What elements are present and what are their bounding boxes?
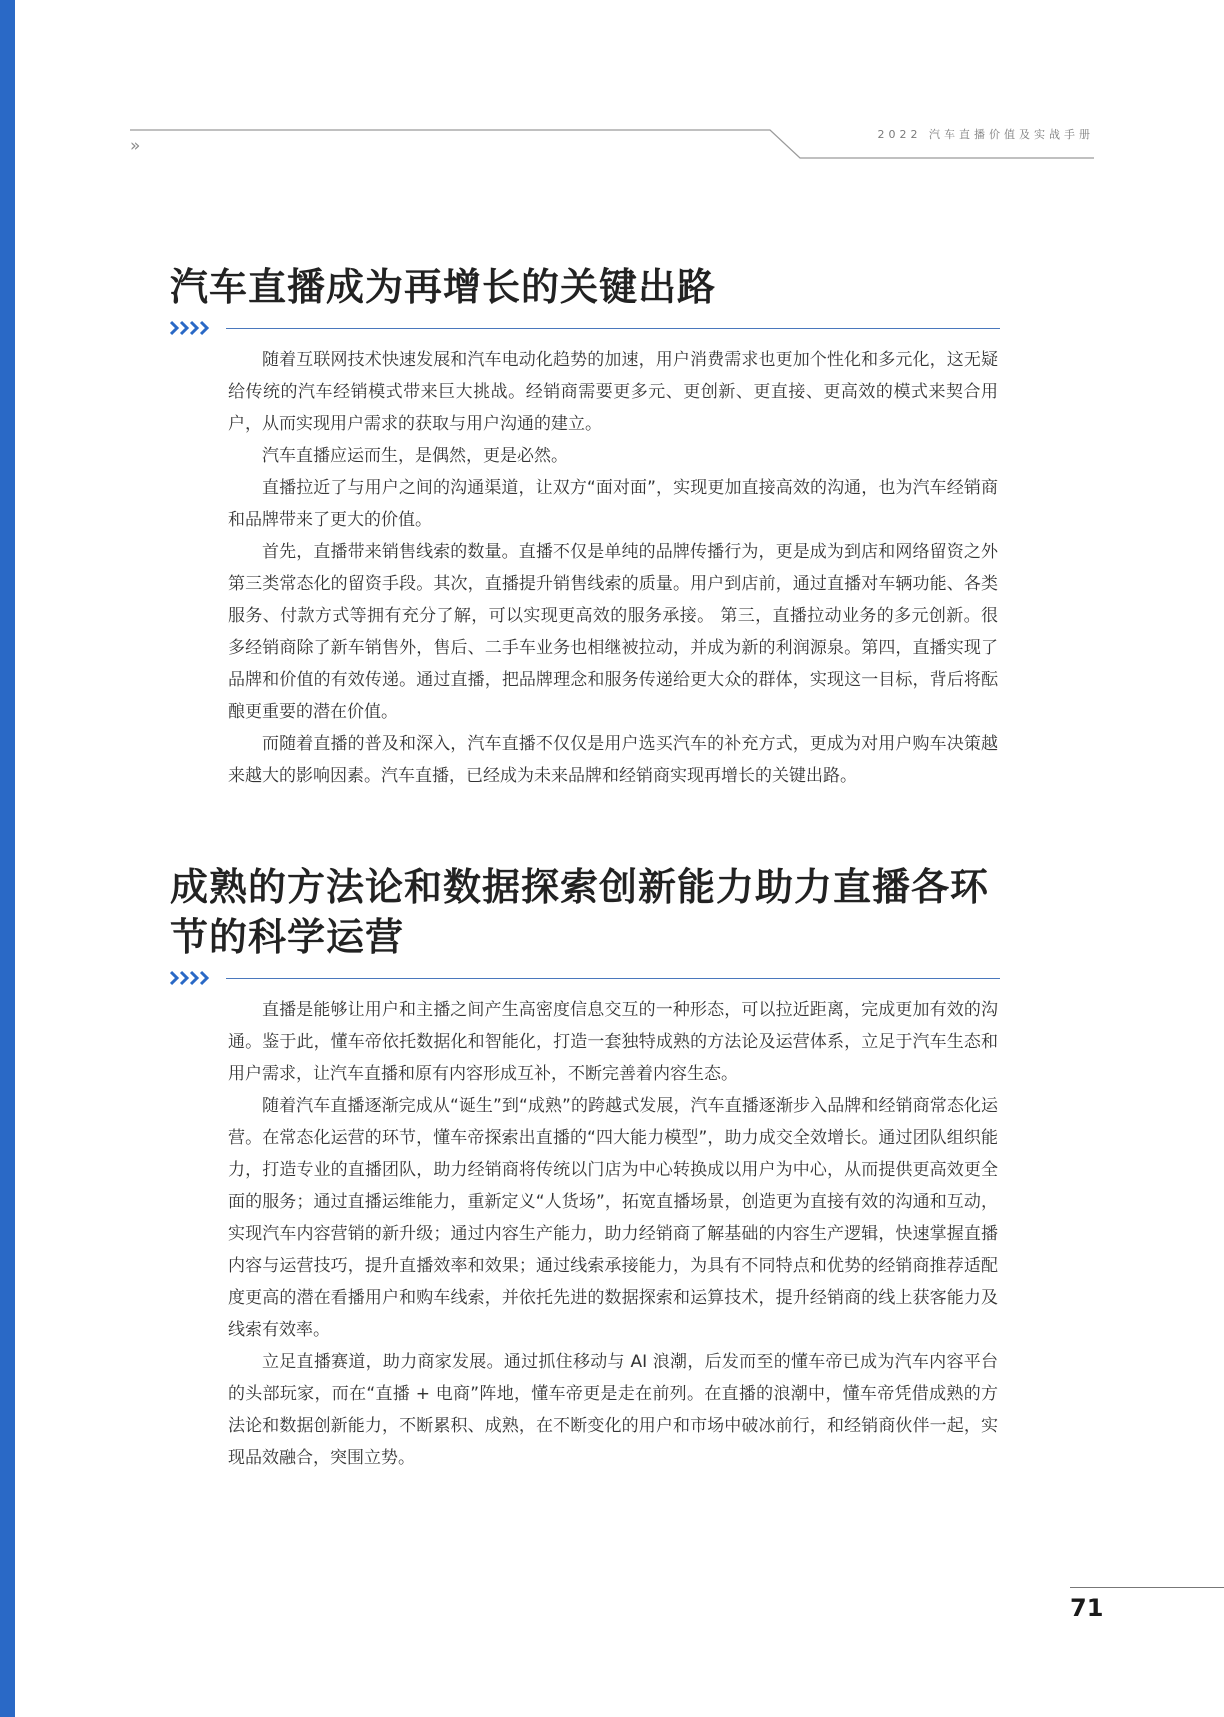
header-rule [0,0,1224,200]
section-body [170,344,1000,792]
divider-line [226,328,1000,329]
section-heading: 成熟的方法论和数据探索创新能力助力直播各环节的科学运营 [170,865,990,959]
paragraph: 直播是能够让用户和主播之间产生高密度信息交互的一种形态，可以拉近距离，完成更加有效的沟通。鉴于此，懂车帝依托数据化和智能化，打造一套独特成熟的方法论及运营体系，立足于汽车生态和用户需求，让汽车直播和原有内容形成互补，不断完善着内容生态。 [228,1000,998,1084]
chevron-arrows-icon [170,320,212,336]
section-2 [170,862,1000,1474]
running-header-title: 2022 汽车直播价值及实战手册 [877,128,1094,141]
divider-line [226,978,1000,979]
paragraph: 随着汽车直播逐渐完成从“诞生”到“成熟”的跨越式发展，汽车直播逐渐步入品牌和经销商常态化运营。在常态化运营的环节，懂车帝探索出直播的“四大能力模型”，助力成交全效增长。通过团队组织能力，打造专业的直播团队，助力经销商将传统以门店为中心转换成以用户为中心，从而提供更高效更全面的服务；通过直播运维能力，重新定义“人货场”，拓宽直播场景，创造更为直接有效的沟通和互动，实现汽车内容营销的新升级；通过内容生产能力，助力经销商了解基础的内容生产逻辑，快速掌握直播内容与运营技巧，提升直播效率和效果；通过线索承接能力，为具有不同特点和优势的经销商推荐适配度更高的潜在看播用户和购车线索，并依托先进的数据探索和运算技术，提升经销商的线上获客能力及线索有效率。 [228,1096,998,1340]
paragraph: 直播拉近了与用户之间的沟通渠道，让双方“面对面”，实现更加直接高效的沟通，也为汽车经销商和品牌带来了更大的价值。 [228,478,998,530]
heading-rule [170,968,1000,990]
paragraph: 立足直播赛道，助力商家发展。通过抓住移动与 AI 浪潮，后发而至的懂车帝已成为汽车内容平台的头部玩家，而在“直播 + 电商”阵地，懂车帝更是走在前列。在直播的浪潮中，懂车帝凭借成熟的方法论和数据创新能力，不断累积、成熟，在不断变化的用户和市场中破冰前行，和经销商伙伴一起，实现品效融合，突围立势。 [228,1352,998,1468]
heading-rule [170,318,1000,340]
paragraph: 随着互联网技术快速发展和汽车电动化趋势的加速，用户消费需求也更加个性化和多元化，这无疑给传统的汽车经销模式带来巨大挑战。经销商需要更多元、更创新、更直接、更高效的模式来契合用户，从而实现用户需求的获取与用户沟通的建立。 [228,350,998,434]
section-heading: 汽车直播成为再增长的关键出路 [170,265,717,309]
paragraph: 而随着直播的普及和深入，汽车直播不仅仅是用户选买汽车的补充方式，更成为对用户购车决策越来越大的影响因素。汽车直播，已经成为未来品牌和经销商实现再增长的关键出路。 [228,734,998,786]
page-number: 71 [1070,1594,1104,1622]
paragraph: 汽车直播应运而生，是偶然，更是必然。 [262,446,568,466]
paragraph: 首先，直播带来销售线索的数量。直播不仅是单纯的品牌传播行为，更是成为到店和网络留资之外第三类常态化的留资手段。其次，直播提升销售线索的质量。用户到店前，通过直播对车辆功能、各类服务、付款方式等拥有充分了解，可以实现更高效的服务承接。 第三，直播拉动业务的多元创新。很多经销商除了新车销售外，售后、二手车业务也相继被拉动，并成为新的利润源泉。第四，直播实现了品牌和价值的有效传递。通过直播，把品牌理念和服务传递给更大众的群体，实现这一目标，背后将酝酿更重要的潜在价值。 [228,542,998,722]
footer-rule [1070,1587,1224,1588]
section-1 [170,262,1000,792]
chevron-arrows-icon [170,970,212,986]
header-chevron-icon: » [130,136,138,156]
side-accent-bar [0,0,15,1717]
section-body [170,994,1000,1474]
